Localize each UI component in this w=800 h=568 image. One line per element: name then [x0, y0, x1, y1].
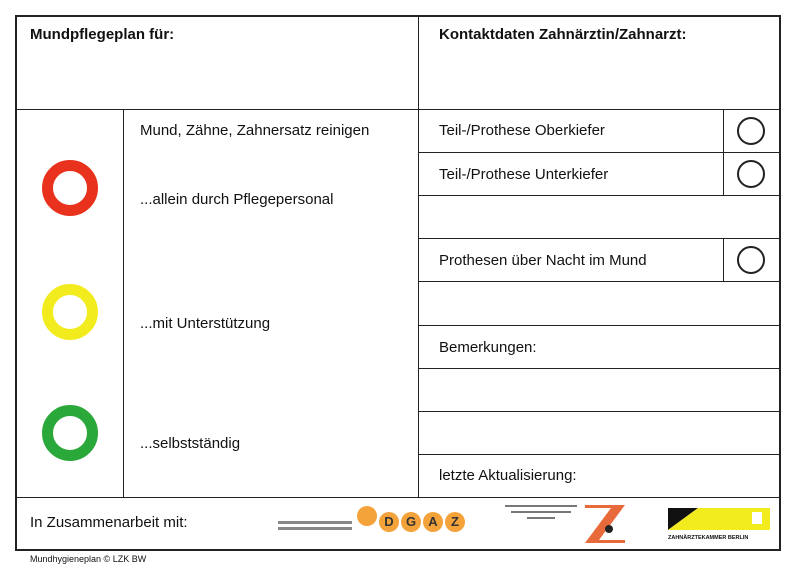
ring-column-divider — [123, 109, 124, 498]
dgaz-dot — [357, 506, 377, 526]
lower-prosthesis-label: Teil-/Prothese Unterkiefer — [439, 166, 609, 183]
yellow-ring-icon — [42, 284, 98, 340]
header-divider — [16, 109, 780, 110]
patient-name-label: Mundpflegeplan für: — [30, 26, 175, 43]
care-level-support-label: ...mit Unterstützung — [140, 315, 271, 332]
checkbox-column-divider — [723, 238, 724, 281]
row-divider — [419, 411, 780, 412]
last-update-label: letzte Aktualisierung: — [439, 467, 577, 484]
column-divider — [418, 16, 419, 498]
zahnaerztekammer-berlin-text: ZAHNÄRZTEKAMMER BERLIN — [668, 535, 749, 541]
dentist-contact-label: Kontaktdaten Zahnärztin/Zahnarzt: — [439, 26, 687, 43]
row-divider — [419, 325, 780, 326]
lower-prosthesis-checkbox[interactable] — [737, 160, 765, 188]
collaboration-label: In Zusammenarbeit mit: — [30, 514, 188, 531]
cleaning-heading: Mund, Zähne, Zahnersatz reinigen — [140, 122, 370, 139]
row-divider — [419, 454, 780, 455]
footer-copyright: Mundhygieneplan © LZK BW — [30, 554, 147, 564]
dgaz-letter: Z — [445, 512, 465, 532]
row-divider — [419, 238, 780, 239]
row-divider — [419, 368, 780, 369]
red-ring-icon — [42, 160, 98, 216]
upper-prosthesis-checkbox[interactable] — [737, 117, 765, 145]
dgaz-letter: G — [401, 512, 421, 532]
care-plan-card — [15, 15, 781, 551]
row-divider — [419, 195, 780, 196]
kzv-berlin-z-logo — [583, 502, 627, 544]
overnight-prosthesis-label: Prothesen über Nacht im Mund — [439, 252, 647, 269]
zahnaerztekammer-berlin-logo — [668, 504, 770, 532]
row-divider — [419, 152, 780, 153]
care-level-staff-label: ...allein durch Pflegepersonal — [140, 191, 334, 208]
row-divider — [419, 281, 780, 282]
checkbox-column-divider — [723, 110, 724, 195]
kzv-berlin-wordmark-logo — [505, 503, 577, 523]
overnight-prosthesis-checkbox[interactable] — [737, 246, 765, 274]
upper-prosthesis-label: Teil-/Prothese Oberkiefer — [439, 122, 605, 139]
footer-divider — [16, 497, 780, 498]
dgaz-letter: A — [423, 512, 443, 532]
care-level-independent-label: ...selbstständig — [140, 435, 241, 452]
green-ring-icon — [42, 405, 98, 461]
dgaz-wordmark-logo — [278, 519, 354, 533]
dgaz-logo — [357, 506, 467, 532]
remarks-label: Bemerkungen: — [439, 339, 537, 356]
dgaz-letter: D — [379, 512, 399, 532]
